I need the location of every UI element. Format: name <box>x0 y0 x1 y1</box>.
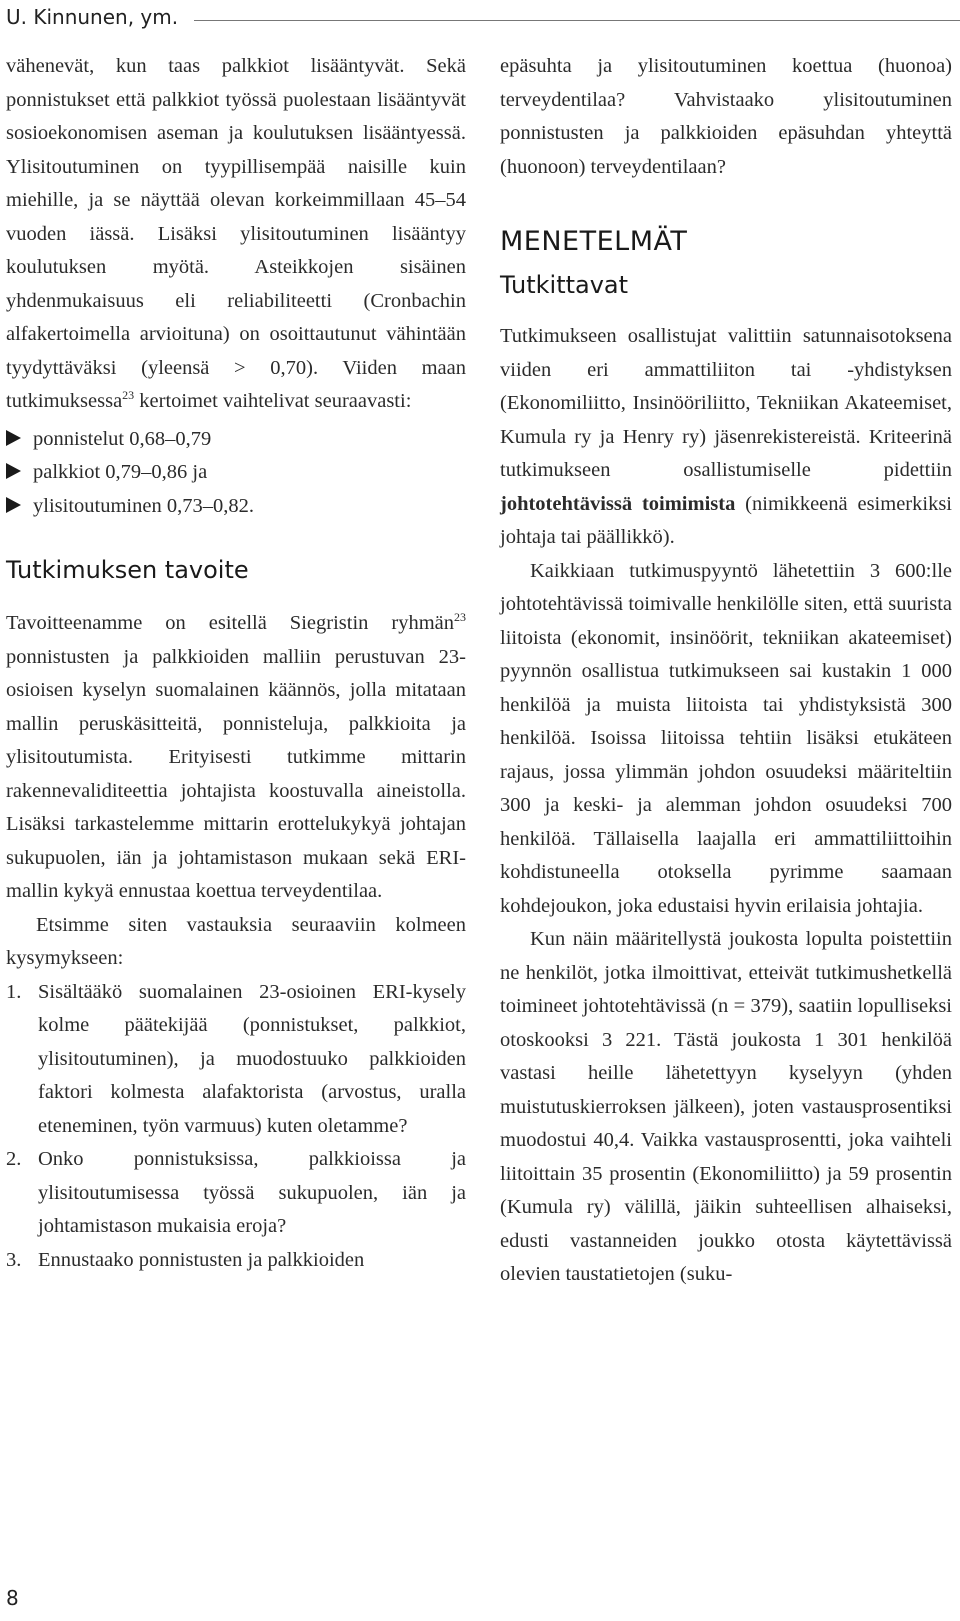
section-heading-menetelmat: MENETELMÄT <box>500 226 688 257</box>
left-p2-text: Tavoitteenamme on esitellä Siegristin ryhmän <box>6 612 454 634</box>
subsection-heading-tutkittavat: Tutkittavat <box>500 271 629 299</box>
bullet-text: ponnistelut 0,68–0,79 <box>33 427 212 450</box>
left-p1-text: vähenevät, kun taas palkkiot lisääntyvät. Sekä ponnistukset että palkkiot työssä puolestaan lisääntyvät sosioekonomisen aseman ja koulutuksen lisääntyessä. Ylisitoutuminen on tyypillisempää naisille kuin miehille, ja se näyttää olevan korkeimmillaan 45–54 vuoden iässä. Lisäksi ylisitoutuminen lisääntyy koulutuksen myötä. Asteikkojen sisäinen yhdenmukaisuus eli reliabiliteetti (Cronbachin alfakertoimella arvioituna) on osoittautunut vähintään tyydyttäväksi (yleensä > 0,70). Viiden maan tutkimuksessa <box>6 55 466 412</box>
triangle-bullet-icon <box>6 463 21 479</box>
right-p1-text: Tutkimukseen osallistujat valittiin satunnaisotoksena viiden eri ammattiliiton tai -yhdistyksen (Ekonomiliitto, Insinööriliitto, Tekniikan Akateemiset, Kumula ry ja Henry ry) jäsenrekistereistä. Kriteerinä tutkimukseen osallistumiselle pidettiin <box>500 325 952 481</box>
author-header: U. Kinnunen, ym. <box>6 5 179 29</box>
question-item <box>6 1143 466 1244</box>
reference-superscript: 23 <box>454 610 466 624</box>
bold-emphasis: johtotehtävissä toimimista <box>500 492 736 515</box>
right-paragraph-2: Kaikkiaan tutkimuspyyntö lähetettiin 3 600:lle johtotehtävissä toimivalle henkilölle siten, että suurista liitoista (ekonomit, insinöörit, tekniikan akateemiset) pyynnön osallistua tutkimukseen sai kustakin 1 000 henkilöä ja muista liitoista tai yhdistyksistä 300 henkilöä. Isoissa liitoissa tehtiin lisäksi etukäteen rajaus, jossa ylimmän johdon osuudeksi määriteltiin 300 ja keski- ja alemman johdon osuudeksi 700 henkilöä. Tällaisella laajalla eri ammattiliittoihin kohdistuneella otoksella pyrimme saamaan kohdejoukon, joka edustaisi hyvin erilaisia johtajia. <box>500 559 952 917</box>
question-number: 2. <box>6 1148 22 1170</box>
left-paragraph-2 <box>6 607 466 909</box>
bullet-item <box>6 456 466 490</box>
question-item <box>6 976 466 1144</box>
question-text: Onko ponnistuksissa, palkkioissa ja ylisitoutumisessa työssä sukupuolen, iän ja johtamistason mukaisia eroja? <box>38 1148 466 1237</box>
left-paragraph-3: Etsimme siten vastauksia seuraaviin kolmeen kysymykseen: <box>6 913 466 969</box>
question-number: 1. <box>6 980 22 1003</box>
bullet-item <box>6 490 466 524</box>
question-text: Ennustaako ponnistusten ja palkkioiden <box>38 1248 365 1271</box>
left-p1-end: kertoimet vaihtelivat seuraavasti: <box>134 390 412 412</box>
left-paragraph-1 <box>6 50 466 419</box>
question-text: Sisältääkö suomalainen 23-osioinen ERI-kysely kolme päätekijää (ponnistukset, palkkiot, ylisitoutuminen), ja muodostuuko palkkioiden faktori kolmesta alafaktorista (arvostus, uralla eteneminen, työn varmuus) kuten oletamme? <box>38 980 466 1137</box>
left-p2-end: ponnistusten ja palkkioiden malliin perustuvan 23-osioisen kyselyn suomalainen käännös, jolla mitataan mallin peruskäsitteitä, ponnisteluja, palkkioita ja ylisitoutumista. Erityisesti tutkimme mittarin rakennevaliditeettia johtajista koostuvalla aineistolla. Lisäksi tarkastelemme mittarin erottelukykyä johtajan sukupuolen, iän ja johtamistason mukaan sekä ERI-mallin kykyä ennustaa koettua terveydentilaa. <box>6 645 466 902</box>
question-number: 3. <box>6 1248 22 1271</box>
reliability-bullet-list <box>6 423 466 524</box>
running-head <box>6 2 960 32</box>
bullet-item <box>6 423 466 457</box>
bullet-text: palkkiot 0,79–0,86 ja <box>33 461 208 483</box>
bullet-text: ylisitoutuminen 0,73–0,82. <box>33 494 254 517</box>
right-paragraph-0: epäsuhta ja ylisitoutuminen koettua (huonoa) terveydentilaa? Vahvistaako ylisitoutuminen ponnistusten ja palkkioiden epäsuhdan yhteyttä (huonoon) terveydentilaan? <box>500 55 952 178</box>
question-item <box>6 1244 466 1278</box>
right-column <box>500 50 952 1292</box>
header-rule <box>194 20 960 21</box>
right-paragraph-3: Kun näin määritellystä joukosta lopulta poistettiin ne henkilöt, jotka ilmoittivat, etteivät tutkimushetkellä toimineet johtotehtävissä (n = 379), saatiin lopulliseksi otoskooksi 3 221. Tästä joukosta 1 301 henkilöä vastasi heille lähetettyyn kyselyyn (yhden muistutuskierroksen jälkeen), joten vastausprosentiksi muodostui 40,4. Vaikka vastausprosentti, joka vaihteli liitoittain 35 prosentin (Ekonomiliitto) ja 59 prosentin (Kumula ry) välillä, jäikin suhteellisen alhaiseksi, edusti vastanneiden joukko otosta käytettävissä olevien taustatietojen (suku- <box>500 928 952 1285</box>
page-number: 8 <box>6 1586 19 1610</box>
section-heading-tavoite: Tutkimuksen tavoite <box>6 556 249 584</box>
right-p1-end: (nimikkeenä esimerkiksi johtaja tai päällikkö). <box>500 492 952 548</box>
triangle-bullet-icon <box>6 497 21 513</box>
triangle-bullet-icon <box>6 430 21 446</box>
right-paragraph-1 <box>500 320 952 555</box>
reference-superscript: 23 <box>122 388 135 402</box>
left-column <box>6 50 466 1277</box>
research-questions-list <box>6 976 466 1278</box>
